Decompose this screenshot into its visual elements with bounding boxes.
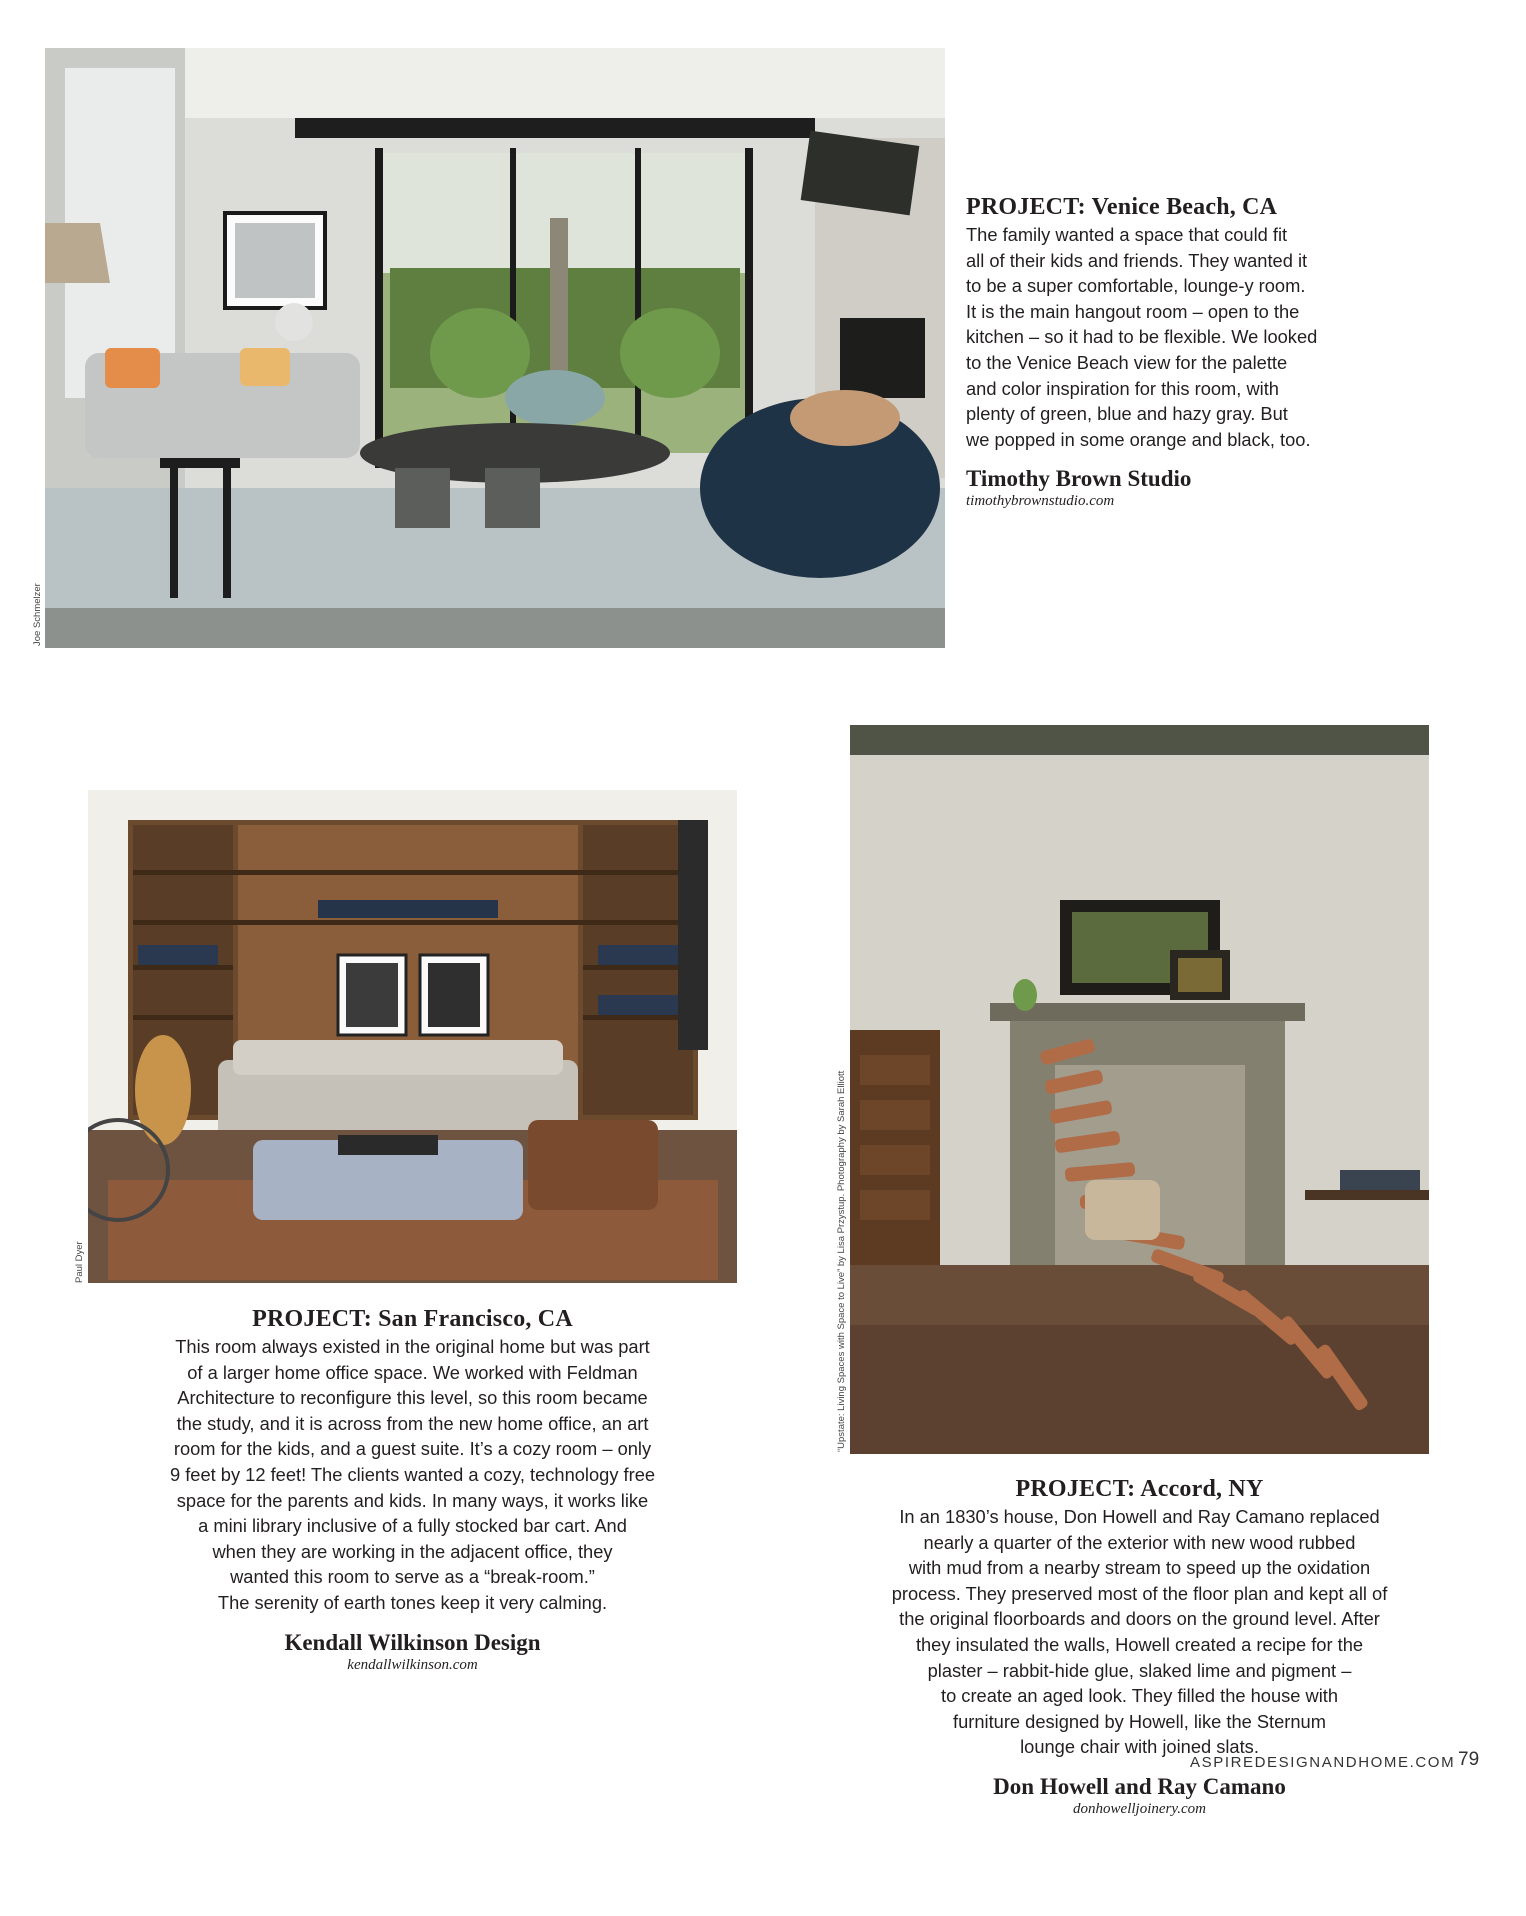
text-line: 9 feet by 12 feet! The clients wanted a cozy, technology free [169,1463,656,1485]
text-line: to be a super comfortable, lounge-y room. [966,275,1306,297]
text-line: all of their kids and friends. They wanted it [966,249,1308,271]
text-line: the study, and it is across from the new home office, an art [176,1412,649,1434]
text-line: to create an aged look. They filled the house with [940,1685,1339,1707]
text-line: they insulated the walls, Howell created a recipe for the [915,1633,1364,1655]
firm-url[interactable]: timothybrownstudio.com [966,493,1115,510]
text-line: It is the main hangout room – open to the [966,300,1300,322]
text-line: plaster – rabbit-hide glue, slaked lime and pigment – [927,1659,1352,1681]
firm-name: Don Howell and Ray Camano [993,1773,1286,1799]
text-line: wanted this room to serve as a “break-room.” [230,1566,595,1588]
text-line: plenty of green, blue and hazy gray. But [966,403,1288,425]
accord-ny-room-photo [850,725,1429,1454]
text-line: Architecture to reconfigure this level, so this room became [177,1387,648,1409]
text-line: with mud from a nearby stream to speed up the oxidation [908,1557,1371,1579]
text-line: lounge chair with joined slats. [1020,1736,1259,1758]
text-line: kitchen – so it had to be flexible. We looked [966,326,1318,348]
san-francisco-study-photo [88,790,737,1283]
text-line: The serenity of earth tones keep it very calming. [217,1591,608,1613]
text-line: This room always existed in the original home but was part [175,1336,650,1357]
project-description [966,222,1386,452]
page-number: 79 [1458,1749,1480,1770]
text-line: room for the kids, and a guest suite. It’s a cozy room – only [173,1438,652,1460]
photo-credit: Joe Schmelzer [32,583,43,646]
text-line: of a larger home office space. We worked with Feldman [187,1361,638,1383]
firm-url[interactable]: kendallwilkinson.com [347,1656,478,1673]
project-title: PROJECT: Accord, NY [1015,1476,1264,1502]
project-title: PROJECT: Venice Beach, CA [966,194,1278,220]
project-venice-beach [966,193,1386,510]
project-description [850,1504,1429,1760]
footer-site: ASPIREDESIGNANDHOME.COM [1190,1754,1456,1771]
firm-name: Kendall Wilkinson Design [284,1629,541,1655]
text-line: a mini library inclusive of a fully stocked bar cart. And [198,1515,627,1537]
text-line: nearly a quarter of the exterior with new wood rubbed [923,1531,1356,1553]
text-line: when they are working in the adjacent office, they [212,1540,613,1562]
project-description [88,1334,737,1616]
photo-credit: “Upstate: Living Spaces with Space to Live” by Lisa Przystup. Photography by Sarah Elliott [836,1070,847,1452]
firm-name: Timothy Brown Studio [966,466,1192,492]
text-line: In an 1830’s house, Don Howell and Ray Camano replaced [899,1506,1380,1527]
venice-beach-living-room-photo [45,48,945,648]
project-san-francisco [88,1305,737,1674]
project-title: PROJECT: San Francisco, CA [252,1306,573,1332]
text-line: furniture designed by Howell, like the Sternum [953,1710,1326,1732]
text-line: process. They preserved most of the floor plan and kept all of [891,1582,1388,1604]
text-line: to the Venice Beach view for the palette [966,351,1288,373]
text-line: space for the parents and kids. In many ways, it works like [176,1489,649,1511]
text-line: The family wanted a space that could fit [966,224,1288,245]
text-line: we popped in some orange and black, too. [966,428,1311,450]
text-line: the original floorboards and doors on the ground level. After [899,1608,1380,1630]
text-line: and color inspiration for this room, with [966,377,1279,399]
firm-url[interactable]: donhowelljoinery.com [1073,1800,1206,1817]
photo-credit: Paul Dyer [74,1241,85,1283]
